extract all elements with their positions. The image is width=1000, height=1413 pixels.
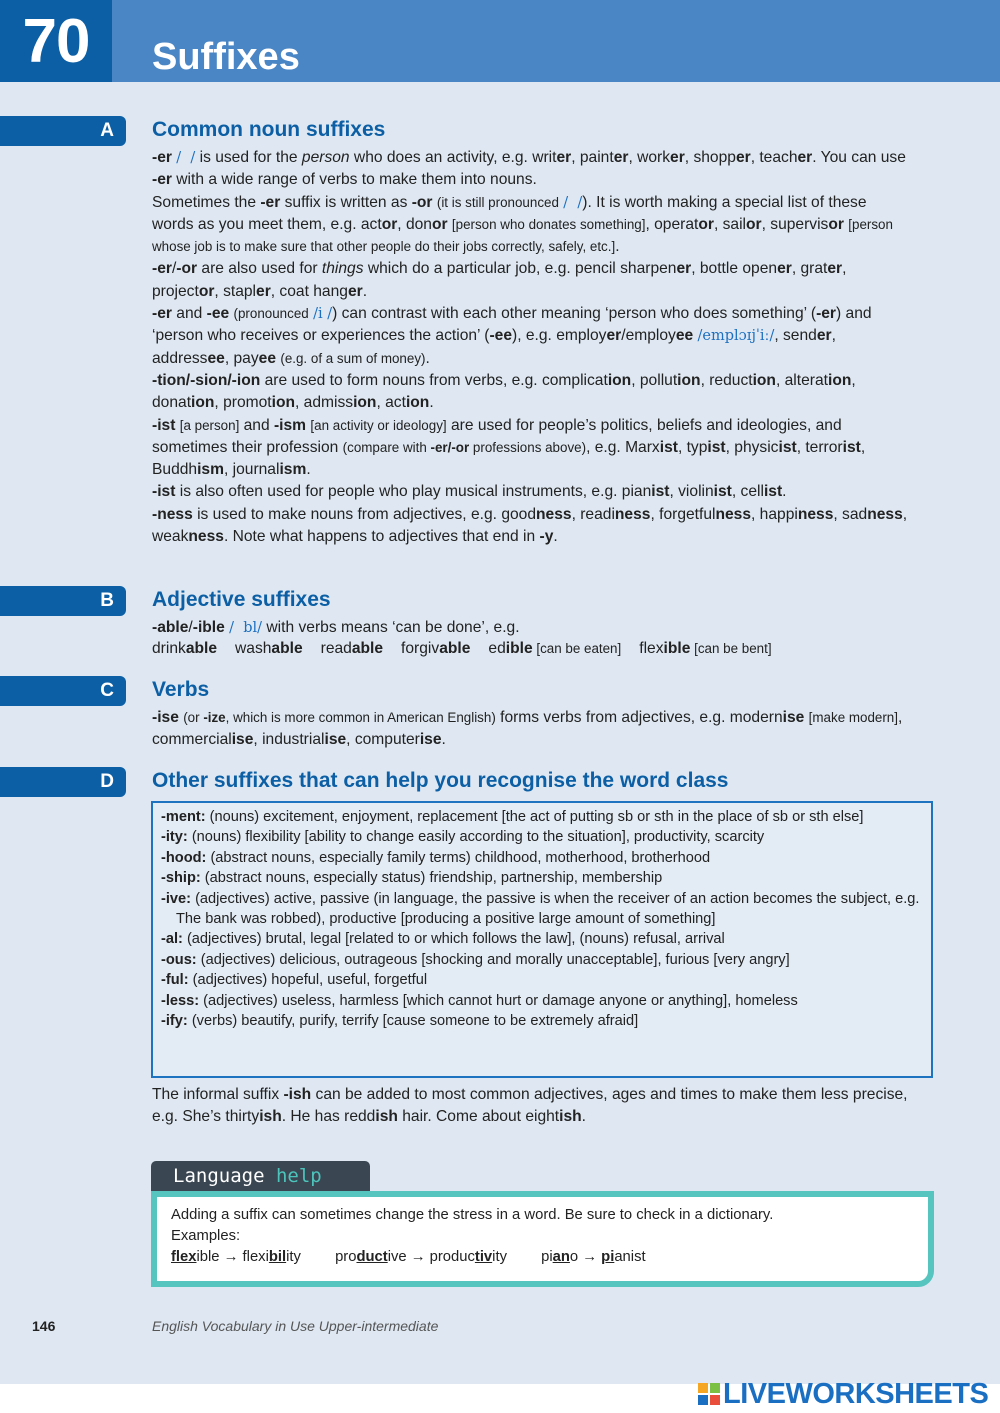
section-heading-a: Common noun suffixes	[152, 118, 386, 141]
suffix-entry: -less: (adjectives) useless, harmless [which cannot hurt or damage anyone or anything], homeless	[161, 992, 798, 1009]
suffix-entry: -ment: (nouns) excitement, enjoyment, replacement [the act of putting sb or sth in the place of sb or sth else]	[161, 809, 864, 825]
section-b-intro: -able/-ible / bl/ with verbs means ‘can be done’, e.g.	[152, 619, 520, 636]
unit-number: 70	[0, 0, 112, 82]
section-heading-d: Other suffixes that can help you recognise the word class	[152, 769, 729, 792]
suffix-entry: -hood: (abstract nouns, especially family terms) childhood, motherhood, brotherhood	[161, 849, 711, 866]
example-word: flexible [can be bent]	[639, 640, 772, 657]
ish-note: The informal suffix -ish can be added to most common adjectives, ages and times to make them less precise, e.g. She’s thirtyish. He has reddish hair. Come about eightish.	[152, 1086, 908, 1126]
suffix-entry: -al: (adjectives) brutal, legal [related to or which follows the law], (nouns) refusal, arrival	[161, 931, 725, 948]
watermark-text: LIVEWORKSHEETS	[723, 1378, 989, 1410]
language-help-box	[151, 1191, 934, 1287]
page-title: Suffixes	[152, 36, 300, 78]
intro-text: with verbs means ‘can be done’, e.g.	[266, 619, 520, 636]
suffix-entry: -ify: (verbs) beautify, purify, terrify [cause someone to be extremely afraid]	[161, 1013, 639, 1030]
para-things: -er/-or are also used for things which do a particular job, e.g. pencil sharpener, bottle opener, grater, projector, stapler, coat hanger.	[152, 260, 847, 300]
adjective-examples	[152, 640, 790, 658]
section-heading-b: Adjective suffixes	[152, 588, 331, 611]
header-bar	[0, 0, 1000, 82]
para-ist-music: -ist is also often used for people who play musical instruments, e.g. pianist, violinist, cellist.	[152, 483, 787, 501]
suffix-entry: -ity: (nouns) flexibility [ability to change easily according to the situation], productivity, scarcity	[161, 829, 765, 846]
page-number: 146	[32, 1318, 56, 1334]
example-word: washable	[235, 640, 303, 657]
example-word: drinkable	[152, 640, 218, 657]
tab-word-help: help	[275, 1165, 322, 1187]
suffix-entry: -ive: (adjectives) active, passive (in language, the passive is when the receiver of an action becomes the subject, e.g. The bank was robbed), productive [producing a positive large amount of something]	[161, 890, 920, 928]
example-word: forgivable	[401, 640, 471, 657]
language-help-tab	[151, 1161, 370, 1192]
liveworksheets-icon	[697, 1382, 721, 1406]
para-er: -er / / is used for the person who does an activity, e.g. writer, painter, worker, shopper, teacher. You can use -er with a wide range of verbs to make them into nouns.	[152, 149, 906, 189]
para-ee: -er and -ee (pronounced /i /) can contrast with each other meaning ‘person who does something’ (-er) and ‘person who receives or experiences the action’ (-ee), e.g. employer/employee /emplɔɪjˈiː/, sender, addressee, payee (e.g. of a sum of money).	[152, 305, 872, 367]
section-heading-c: Verbs	[152, 678, 210, 701]
help-examples: flexible → flexibility productive → productivity piano → pianist	[171, 1249, 646, 1265]
para-ist-ism: -ist [a person] and -ism [an activity or ideology] are used for people’s politics, beliefs and ideologies, and sometimes their profession (compare with -er/-or professions above), e.g. Marxist, typist, physicist, terrorist, Buddhism, journalism.	[152, 416, 866, 479]
book-title: English Vocabulary in Use Upper-intermediate	[152, 1318, 439, 1334]
suffix-box	[151, 801, 933, 1078]
section-tab-a: A	[0, 116, 126, 146]
help-line-1: Adding a suffix can sometimes change the stress in a word. Be sure to check in a dictionary.	[171, 1207, 774, 1223]
section-a-body	[152, 147, 912, 548]
liveworksheets-logo	[697, 1378, 988, 1411]
section-tab-d: D	[0, 767, 126, 797]
suffix-entry: -ship: (abstract nouns, especially status) friendship, partnership, membership	[161, 870, 663, 887]
example-word: edible [can be eaten]	[488, 640, 622, 657]
tab-word-language: Language	[173, 1165, 265, 1187]
para-ness: -ness is used to make nouns from adjectives, e.g. goodness, readiness, forgetfulness, happiness, sadness, weakness. Note what happens to adjectives that end in -y.	[152, 505, 908, 546]
para-tion: -tion/-sion/-ion are used to form nouns from verbs, e.g. complication, pollution, reduction, alteration, donation, promotion, admission, action.	[152, 371, 856, 412]
example-word: readable	[320, 640, 384, 657]
suffix-entry: -ful: (adjectives) hopeful, useful, forgetful	[161, 972, 428, 989]
suffix-entry: -ous: (adjectives) delicious, outrageous [shocking and morally unacceptable], furious [very angry]	[161, 951, 790, 968]
section-tab-c: C	[0, 676, 126, 706]
section-c-body: -ise (or -ize, which is more common in American English) forms verbs from adjectives, e.g. modernise [make modern], commercialise, industrialise, computerise.	[152, 709, 903, 749]
section-tab-b: B	[0, 586, 126, 616]
para-or: Sometimes the -er suffix is written as -or (it is still pronounced / /). It is worth making a special list of these words as you meet them, e.g. actor, donor [person who donates something], operator, sailor, supervisor [person whose job is to make sure that other people do their jobs correctly, safely, etc.].	[152, 193, 893, 256]
help-line-2: Examples:	[171, 1228, 241, 1244]
